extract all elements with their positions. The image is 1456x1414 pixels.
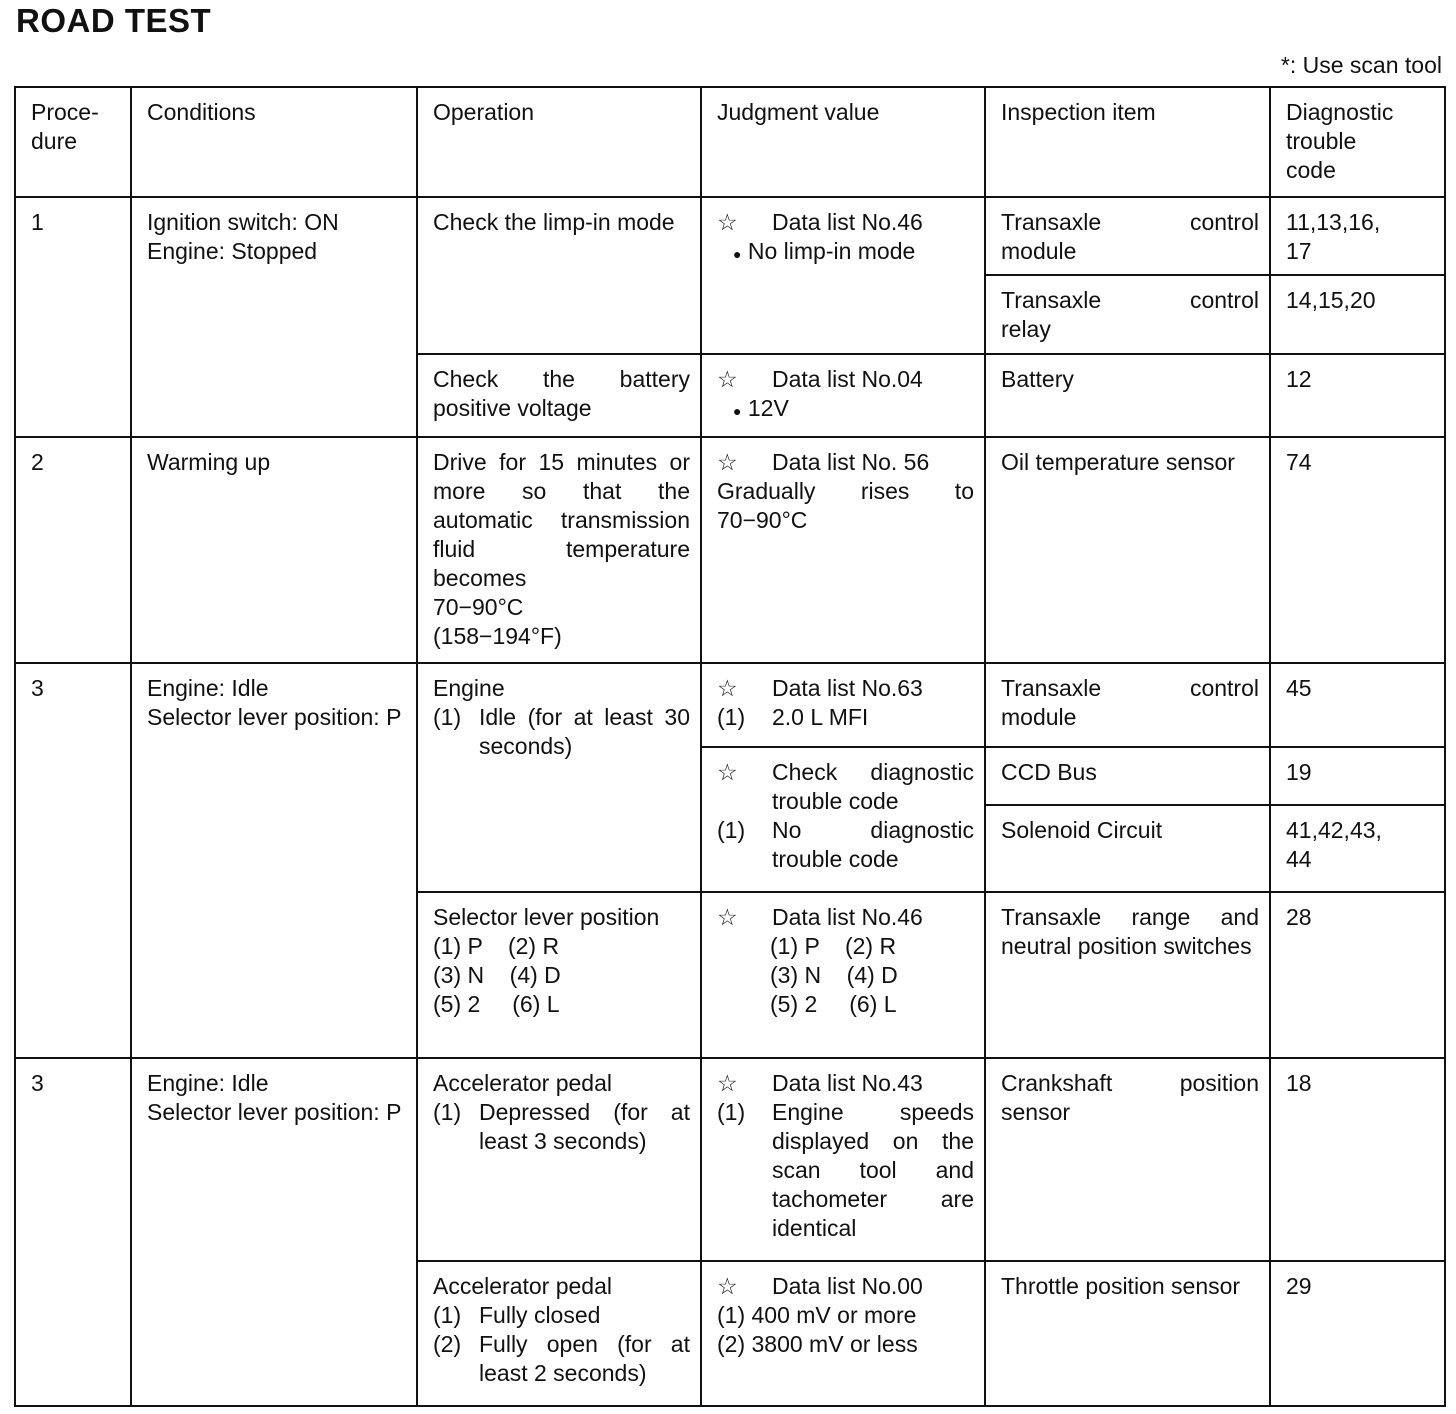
inspection-line: Transaxle control: [1001, 675, 1259, 701]
operation-title: Accelerator pedal: [433, 1273, 612, 1299]
inspection-line: Transaxle control: [1001, 287, 1259, 313]
item-number: (1): [433, 704, 462, 730]
operation-option: (1) P (2) R: [433, 933, 560, 959]
judgment-cell: [701, 663, 985, 747]
conditions-cell: [131, 197, 417, 437]
judgment-item: [717, 703, 974, 732]
item-text: Depressed (for at least 3 seconds): [479, 1099, 690, 1154]
operation-cell: Check the limp-in mode: [417, 197, 701, 354]
judgment-option: (5) 2 (6) L: [770, 991, 897, 1017]
operation-cell: [417, 1261, 701, 1406]
judgment-option: (1) P (2) R: [770, 933, 897, 959]
judgment-cell: [701, 892, 985, 1058]
dtc-cell: 18: [1270, 1058, 1445, 1261]
header-row: [15, 87, 1445, 197]
judgment-text: Gradually rises to: [717, 478, 974, 504]
star-icon: ☆: [717, 1070, 738, 1096]
item-text: No diagnostic trouble code: [772, 817, 974, 872]
inspection-line: module: [1001, 238, 1077, 264]
data-list-label: Data list No.63: [772, 675, 923, 701]
condition-line: Engine: Stopped: [147, 238, 318, 264]
item-number: (1): [717, 817, 746, 843]
operation-option: (5) 2 (6) L: [433, 991, 560, 1017]
header-judgment: Judgment value: [701, 87, 985, 197]
dtc-cell: 41,42,43, 44: [1270, 805, 1445, 892]
bullet-line: [717, 237, 974, 269]
dtc-cell: 14,15,20: [1270, 275, 1445, 354]
operation-cell: [417, 892, 701, 1058]
judgment-cell: [701, 1058, 985, 1261]
data-list-label: Data list No. 56: [772, 449, 930, 475]
inspection-cell: [985, 663, 1270, 747]
operation-temp: 70−90°C: [433, 594, 524, 620]
item-number: (1): [717, 1099, 746, 1125]
inspection-line: module: [1001, 704, 1077, 730]
item-text: 2.0 L MFI: [772, 704, 869, 730]
check-dtc-line: [717, 758, 974, 816]
dtc-cell: 74: [1270, 437, 1445, 663]
judgment-cell: [701, 1261, 985, 1406]
table-row: [15, 437, 1445, 663]
inspection-line: Transaxle control: [1001, 209, 1259, 235]
page-title: ROAD TEST: [16, 2, 212, 39]
operation-title: Selector lever position: [433, 904, 660, 930]
header-dtc: Diagnostic trouble code: [1270, 87, 1445, 197]
procedure-cell: 3: [15, 663, 131, 1058]
data-list-label: Data list No.04: [772, 366, 923, 392]
condition-line: Ignition switch: ON: [147, 209, 339, 235]
procedure-cell: 3: [15, 1058, 131, 1406]
star-icon: ☆: [717, 675, 738, 701]
operation-item: [433, 1098, 690, 1156]
table-row: [15, 663, 1445, 747]
judgment-text: 12V: [747, 395, 789, 421]
dtc-cell: 28: [1270, 892, 1445, 1058]
operation-option: (3) N (4) D: [433, 962, 561, 988]
judgment-cell: [701, 197, 985, 354]
star-icon: ☆: [717, 1273, 738, 1299]
inspection-cell: Transaxle range and neutral position switches: [985, 892, 1270, 1058]
operation-cell: [417, 1058, 701, 1261]
star-icon: ☆: [717, 366, 738, 392]
data-list-line: [717, 674, 974, 703]
data-list-label: Data list No.46: [772, 209, 923, 235]
conditions-cell: [131, 1058, 417, 1406]
header-inspection: Inspection item: [985, 87, 1270, 197]
bullet-line: [717, 394, 974, 426]
inspection-cell: Crankshaft position sensor: [985, 1058, 1270, 1261]
header-operation: Operation: [417, 87, 701, 197]
inspection-cell: Throttle position sensor: [985, 1261, 1270, 1406]
operation-item: [433, 703, 690, 761]
data-list-label: Data list No.46: [772, 904, 923, 930]
dtc-cell: 19: [1270, 747, 1445, 805]
judgment-item: [717, 816, 974, 874]
judgment-option: (3) N (4) D: [770, 962, 898, 988]
operation-title: Engine: [433, 675, 505, 701]
operation-text: Drive for 15 minutes or more so that the automatic transmission fluid temperature becomes: [433, 449, 690, 591]
operation-item: [433, 1330, 690, 1388]
condition-line: Engine: Idle: [147, 675, 269, 701]
inspection-cell: [985, 197, 1270, 275]
road-test-table: [14, 86, 1446, 1407]
judgment-text: No limp-in mode: [747, 238, 916, 264]
inspection-line: relay: [1001, 316, 1051, 342]
judgment-cell: [701, 437, 985, 663]
judgment-item: (2) 3800 mV or less: [717, 1331, 918, 1357]
judgment-temp: 70−90°C: [717, 507, 808, 533]
data-list-line: [717, 903, 974, 932]
conditions-cell: [131, 663, 417, 1058]
data-list-line: [717, 448, 974, 477]
star-icon: ☆: [717, 209, 738, 235]
conditions-cell: Warming up: [131, 437, 417, 663]
inspection-cell: CCD Bus: [985, 747, 1270, 805]
data-list-line: [717, 208, 974, 237]
dtc-cell: 45: [1270, 663, 1445, 747]
star-icon: ☆: [717, 904, 738, 930]
operation-cell: [417, 437, 701, 663]
item-text: Engine speeds displayed on the scan tool and tachometer are identical: [772, 1099, 974, 1241]
procedure-cell: 2: [15, 437, 131, 663]
data-list-label: Data list No.00: [772, 1273, 923, 1299]
judgment-cell: [701, 354, 985, 437]
bullet-icon: ●: [733, 246, 742, 262]
header-procedure: Proce- dure: [15, 87, 131, 197]
judgment-item: (1) 400 mV or more: [717, 1302, 917, 1328]
item-number: (1): [433, 1302, 462, 1328]
scan-tool-note: *: Use scan tool: [1280, 52, 1442, 78]
data-list-line: [717, 1272, 974, 1301]
inspection-cell: Oil temperature sensor: [985, 437, 1270, 663]
item-text: Fully closed: [479, 1302, 601, 1328]
dtc-cell: 12: [1270, 354, 1445, 437]
operation-cell: [417, 663, 701, 892]
condition-line: Selector lever position: P: [147, 704, 402, 730]
judgment-cell: [701, 747, 985, 892]
data-list-line: [717, 1069, 974, 1098]
item-number: (1): [433, 1099, 462, 1125]
item-number: (2): [433, 1331, 462, 1357]
operation-cell: Check the battery positive voltage: [417, 354, 701, 437]
item-number: (1): [717, 704, 746, 730]
inspection-cell: Battery: [985, 354, 1270, 437]
dtc-cell: 29: [1270, 1261, 1445, 1406]
table-row: [15, 197, 1445, 275]
operation-temp: (158−194°F): [433, 623, 562, 649]
dtc-cell: 11,13,16, 17: [1270, 197, 1445, 275]
header-conditions: Conditions: [131, 87, 417, 197]
bullet-icon: ●: [733, 403, 742, 419]
item-text: Idle (for at least 30 seconds): [479, 704, 690, 759]
check-dtc-label: Check diagnostic trouble code: [772, 759, 974, 814]
operation-item: [433, 1301, 690, 1330]
procedure-cell: 1: [15, 197, 131, 437]
table-row: [15, 1058, 1445, 1261]
judgment-item: [717, 1098, 974, 1243]
data-list-label: Data list No.43: [772, 1070, 923, 1096]
condition-line: Engine: Idle: [147, 1070, 269, 1096]
star-icon: ☆: [717, 759, 738, 785]
condition-line: Selector lever position: P: [147, 1099, 402, 1125]
data-list-line: [717, 365, 974, 394]
inspection-cell: Solenoid Circuit: [985, 805, 1270, 892]
operation-title: Accelerator pedal: [433, 1070, 612, 1096]
item-text: Fully open (for at least 2 seconds): [479, 1331, 690, 1386]
star-icon: ☆: [717, 449, 738, 475]
inspection-cell: [985, 275, 1270, 354]
